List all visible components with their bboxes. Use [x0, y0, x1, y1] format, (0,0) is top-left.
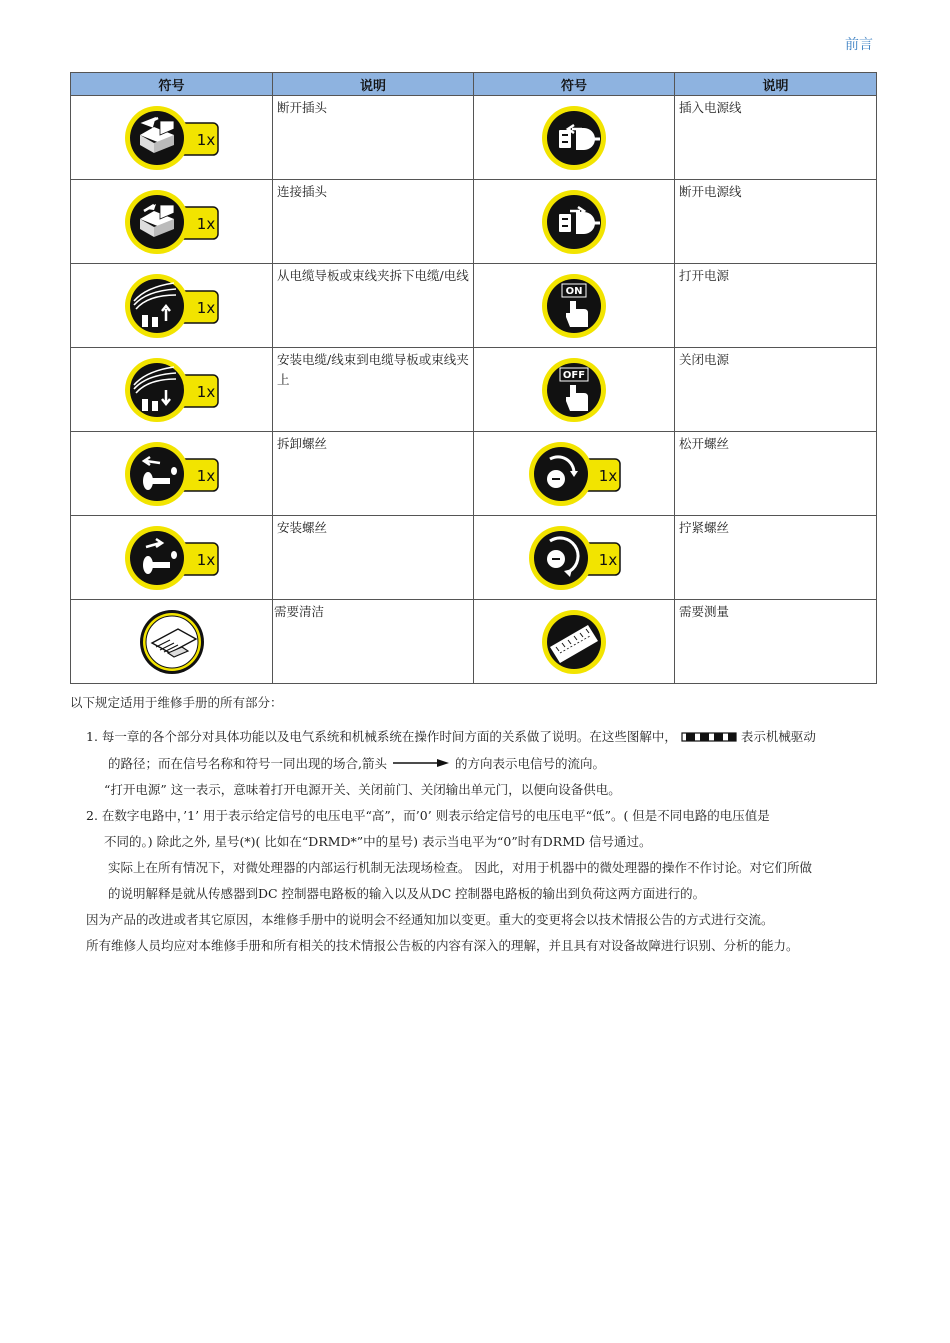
insert-power-cord-icon: [526, 103, 622, 173]
remove-screw-icon: [124, 439, 220, 509]
column-header-description: 说明: [273, 73, 474, 96]
count-badge: 1x: [598, 466, 618, 485]
count-badge: 1x: [196, 382, 215, 401]
list-item-note: “打开电源” 这一表示，意味着打开电源开关、关闭前门、关闭输出单元门，以便向设备供电。: [104, 782, 621, 797]
description-cell: 拧紧螺丝: [675, 516, 877, 600]
column-header-symbol: 符号: [474, 73, 675, 96]
power-label: OFF: [562, 369, 586, 381]
loosen-screw-icon: [526, 439, 622, 509]
description-cell: 插入电源线: [675, 96, 877, 180]
signal-arrow-icon: [391, 751, 451, 777]
count-badge: 1x: [196, 466, 215, 485]
power-on-icon: [526, 271, 622, 341]
count-badge: 1x: [196, 298, 215, 317]
intro-paragraph: 以下规定适用于维修手册的所有部分：: [70, 695, 283, 710]
table-row: [71, 180, 877, 264]
list-item: 1. 每一章的各个部分对具体功能以及电气系统和机械系统在操作时间方面的关系做了说明。在这些图解中， 表示机械驱动: [70, 724, 882, 751]
description-cell: 拆卸螺丝: [273, 432, 474, 516]
count-badge: 1x: [598, 550, 618, 569]
table-row: [71, 96, 877, 180]
section-title: 前言: [845, 37, 873, 53]
body-text: [70, 690, 882, 959]
description-cell: 松开螺丝: [675, 432, 877, 516]
measurement-required-icon: [526, 607, 622, 677]
list-item-continued: 不同的。) 除此之外, 星号(*)( 比如在“DRMD*”中的星号) 表示当电平为“0”时有DRMD 信号通过。: [104, 834, 652, 849]
table-header-row: [71, 73, 877, 96]
count-badge: 1x: [196, 130, 215, 149]
cleaning-required-icon: [124, 607, 220, 677]
description-cell: 安装电缆/线束到电缆导板或束线夹上: [273, 348, 474, 432]
column-header-description: 说明: [675, 73, 877, 96]
power-label: ON: [565, 285, 583, 297]
install-screw-icon: [124, 523, 220, 593]
tighten-screw-icon: [526, 523, 622, 593]
description-cell: 断开插头: [273, 96, 474, 180]
description-cell: 从电缆导板或束线夹拆下电缆/电线: [273, 264, 474, 348]
table-row: [71, 348, 877, 432]
symbol-table: [70, 72, 877, 684]
count-badge: 1x: [196, 214, 215, 233]
mechanical-drive-path-icon: [681, 725, 737, 751]
description-cell: 需要测量: [675, 600, 877, 684]
install-cable-to-guide-icon: [124, 355, 220, 425]
connect-plug-icon: [124, 187, 220, 257]
note-paragraph: 因为产品的改进或者其它原因，本维修手册中的说明会不经通知加以变更。重大的变更将会以技术情报公告的方式进行交流。: [86, 912, 774, 927]
disconnect-plug-icon: [124, 103, 220, 173]
table-row: [71, 432, 877, 516]
description-cell: 连接插头: [273, 180, 474, 264]
table-row: [71, 264, 877, 348]
list-item-continued: 实际上在所有情况下，对微处理器的内部运行机制无法现场检查。 因此，对用于机器中的微处理器的操作不作讨论。对它们所做: [108, 860, 812, 875]
column-header-symbol: 符号: [71, 73, 273, 96]
list-item-continued: 的说明解释是就从传感器到DC 控制器电路板的输入以及从DC 控制器电路板的输出到负荷这两方面进行的。: [108, 886, 706, 901]
remove-cable-from-guide-icon: [124, 271, 220, 341]
list-item-continued: 的路径；而在信号名称和符号一同出现的场合,箭头 的方向表示电信号的流向。: [70, 751, 882, 778]
disconnect-power-cord-icon: [526, 187, 622, 257]
description-cell: 关闭电源: [675, 348, 877, 432]
description-cell: 断开电源线: [675, 180, 877, 264]
power-off-icon: [526, 355, 622, 425]
note-paragraph: 所有维修人员均应对本维修手册和所有相关的技术情报公告板的内容有深入的理解，并且具有对设备故障进行识别、分析的能力。: [86, 938, 799, 953]
description-cell: 安装螺丝: [273, 516, 474, 600]
table-row: [71, 600, 877, 684]
description-cell: 打开电源: [675, 264, 877, 348]
description-cell: 需要清洁: [273, 600, 474, 684]
table-row: [71, 516, 877, 600]
count-badge: 1x: [196, 550, 215, 569]
list-item: 2. 在数字电路中，’1’ 用于表示给定信号的电压电平“高”，而’0’ 则表示给定信号的电压电平“低”。( 但是不同电路的电压值是: [86, 808, 770, 823]
